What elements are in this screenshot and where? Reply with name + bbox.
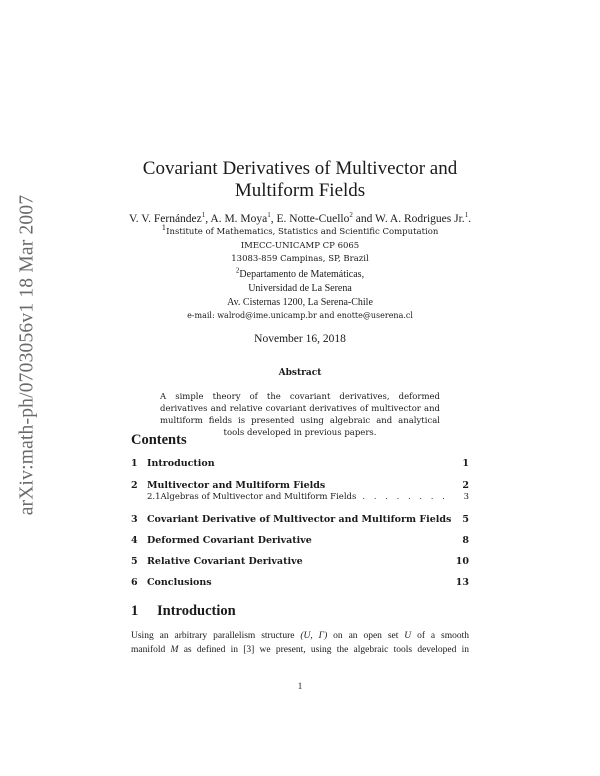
author-affiliation-mark: 1 bbox=[201, 211, 206, 220]
toc-entry[interactable] bbox=[131, 556, 469, 570]
toc-dot-leader bbox=[362, 492, 449, 502]
toc-page: 10 bbox=[455, 556, 469, 567]
author: E. Notte-Cuello bbox=[276, 213, 350, 225]
toc-page: 1 bbox=[462, 458, 469, 469]
text-run: manifold bbox=[131, 645, 171, 655]
abstract-heading: Abstract bbox=[278, 368, 322, 378]
section-title: Introduction bbox=[157, 603, 236, 619]
toc-number: 1 bbox=[131, 458, 138, 469]
title-line-2: Multiform Fields bbox=[234, 180, 366, 201]
author-affiliation-mark: 1 bbox=[267, 211, 271, 220]
author-list bbox=[100, 212, 500, 226]
math-run: M bbox=[170, 645, 179, 655]
toc-number: 2.1 bbox=[147, 492, 161, 502]
toc-number: 3 bbox=[131, 514, 138, 525]
toc-number: 4 bbox=[131, 535, 138, 546]
email-line: e-mail: walrod@ime.unicamp.br and enotte@userena.cl bbox=[187, 311, 413, 320]
toc-title: Introduction bbox=[147, 458, 215, 469]
abstract-text: A simple theory of the covariant derivatives, deformed derivatives and relative covariant derivatives of multivector and multiform fields is presented using algebraic and analytical tools developed in previous papers. bbox=[160, 391, 440, 438]
title-line-1: Covariant Derivatives of Multivector and bbox=[142, 158, 458, 179]
affiliation-line: Institute of Mathematics, Statistics and Scientific Computation bbox=[166, 227, 439, 237]
section-number: 1 bbox=[131, 603, 139, 619]
toc-title: Deformed Covariant Derivative bbox=[147, 535, 312, 546]
author-affiliation-mark: 1 bbox=[464, 211, 469, 220]
affiliation-line: IMECC-UNICAMP CP 6065 bbox=[240, 240, 360, 251]
paper-date: November 16, 2018 bbox=[254, 333, 346, 345]
toc-page: 5 bbox=[462, 514, 469, 525]
body-paragraph bbox=[131, 629, 469, 657]
paper-title bbox=[100, 158, 500, 202]
author-separator: . bbox=[468, 213, 472, 225]
body-line bbox=[131, 629, 469, 643]
affiliation-line: Av. Cisternas 1200, La Serena-Chile bbox=[227, 297, 373, 308]
toc-entry[interactable] bbox=[131, 458, 469, 472]
toc-number: 2 bbox=[131, 480, 138, 491]
affiliation-mark: 2 bbox=[235, 266, 240, 275]
math-run: (U, Γ) bbox=[300, 631, 328, 641]
text-run: on an open set bbox=[327, 631, 405, 641]
toc-page: 8 bbox=[462, 535, 469, 546]
author-separator: , bbox=[270, 213, 277, 225]
text-run: Using an arbitrary parallelism structure bbox=[131, 631, 301, 641]
body-line bbox=[131, 643, 469, 657]
author-separator: and bbox=[352, 213, 376, 225]
toc-title: Conclusions bbox=[147, 577, 212, 588]
affiliation-mark: 1 bbox=[161, 224, 167, 233]
arxiv-stamp bbox=[14, 180, 40, 530]
text-run: of a smooth bbox=[411, 631, 470, 641]
toc-entry[interactable] bbox=[131, 577, 469, 591]
affiliation-1 bbox=[100, 226, 500, 267]
text-run: as defined in [3] we present, using the algebraic tools developed in bbox=[178, 645, 469, 655]
arxiv-stamp-text: arXiv:math-ph/0703056v1 18 Mar 2007 bbox=[16, 194, 37, 516]
author-affiliation-mark: 2 bbox=[349, 211, 353, 220]
page-number: 1 bbox=[297, 681, 303, 691]
contents-heading: Contents bbox=[131, 432, 187, 448]
toc-title: Algebras of Multivector and Multiform Fields bbox=[160, 492, 357, 502]
toc-page: 3 bbox=[463, 492, 469, 502]
author-separator: , bbox=[205, 213, 211, 225]
toc-entry[interactable] bbox=[131, 514, 469, 528]
author: W. A. Rodrigues Jr. bbox=[375, 213, 465, 225]
section-heading bbox=[131, 603, 236, 620]
math-run: U bbox=[404, 631, 412, 641]
toc-entry[interactable] bbox=[131, 535, 469, 549]
toc-title: Multivector and Multiform Fields bbox=[147, 480, 326, 491]
toc-page: 13 bbox=[455, 577, 469, 588]
affiliation-line: 13083-859 Campinas, SP, Brazil bbox=[231, 254, 369, 264]
toc-page: 2 bbox=[462, 480, 469, 491]
toc-number: 5 bbox=[131, 556, 138, 567]
affiliation-line: Departamento de Matemáticas, bbox=[239, 269, 365, 280]
toc-subentry[interactable] bbox=[131, 492, 469, 506]
toc-title: Relative Covariant Derivative bbox=[147, 556, 303, 567]
author: A. M. Moya bbox=[210, 213, 268, 225]
author: V. V. Fernández bbox=[128, 213, 202, 225]
toc-title: Covariant Derivative of Multivector and Multiform Fields bbox=[147, 514, 452, 525]
toc-number: 6 bbox=[131, 577, 138, 588]
affiliation-line: Universidad de La Serena bbox=[248, 283, 352, 294]
affiliation-2 bbox=[100, 268, 500, 310]
